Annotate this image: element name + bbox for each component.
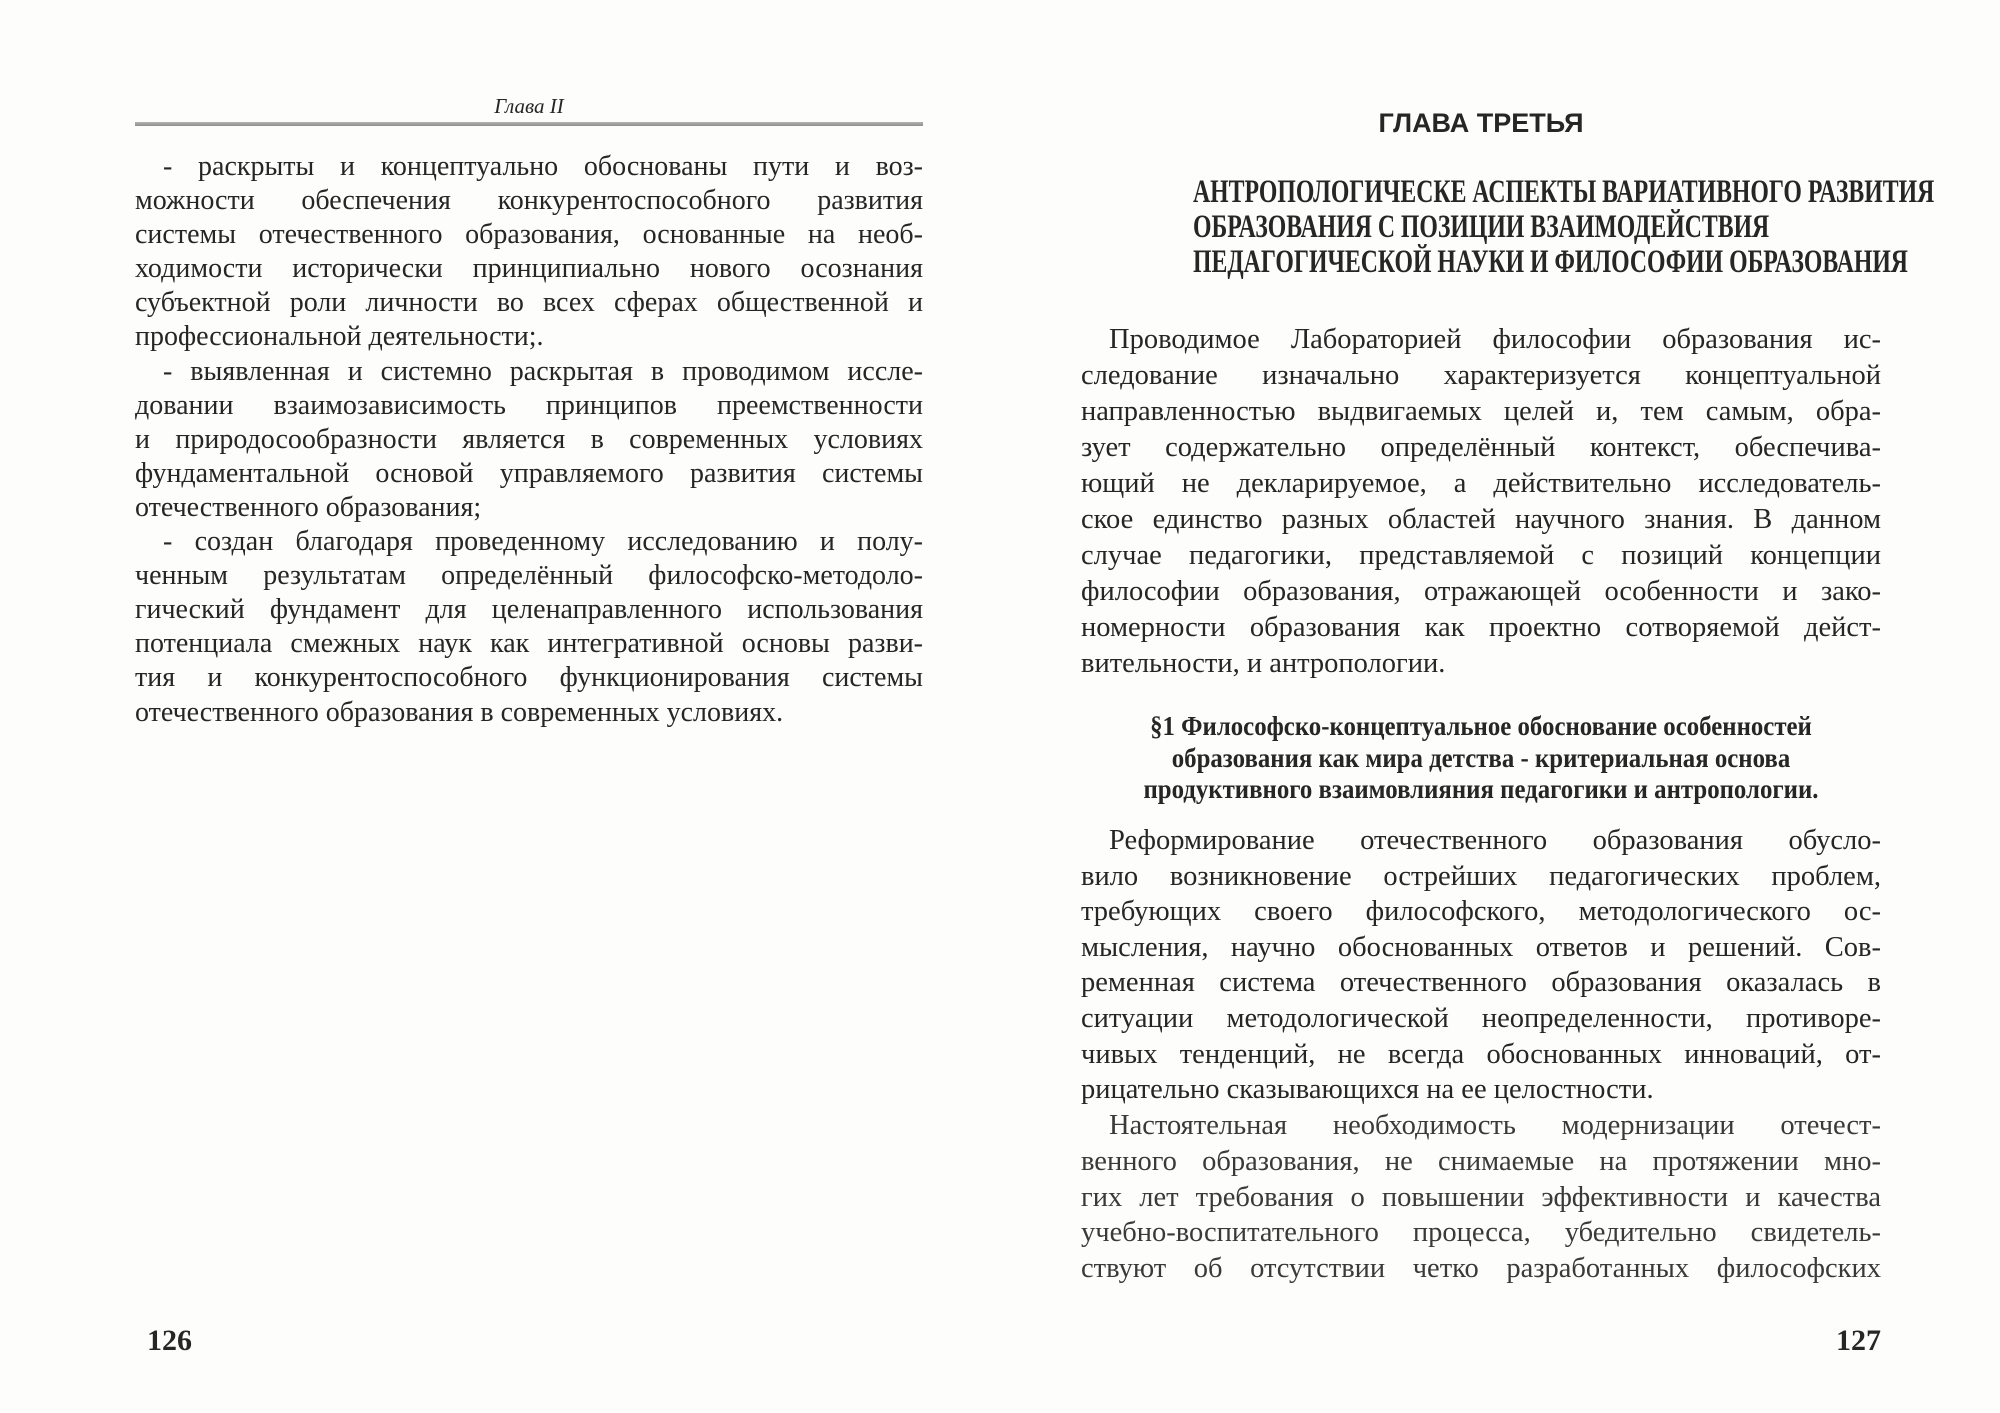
text-line: - выявленная и системно раскрытая в проводимом иссле- <box>163 355 923 387</box>
chapter-title-line: ПЕДАГОГИЧЕСКОЙ НАУКИ И ФИЛОСОФИИ ОБРАЗОВАНИЯ <box>1193 244 1908 280</box>
text-line: тия и конкурентоспособного функционирования системы <box>135 662 923 694</box>
section-heading-line: §1 Философско-концептуальное обоснование особенностей <box>1150 711 1812 741</box>
text-line: фундаментальной основой управляемого развития системы <box>135 457 923 489</box>
chapter-heading: ГЛАВА ТРЕТЬЯ <box>1378 108 1584 138</box>
section-heading <box>1081 711 1881 806</box>
text-line: Реформирование отечественного образования обусло- <box>1109 825 1881 856</box>
text-line: можности обеспечения конкурентоспособного развития <box>135 185 923 217</box>
text-line: ченным результатам определённый философско-методоло- <box>135 560 923 592</box>
text-line: ременная система отечественного образования оказалась в <box>1081 967 1881 999</box>
text-line: ходимости исторически принципиально нового осознания <box>135 253 923 285</box>
text-line: отечественного образования; <box>135 491 482 523</box>
header-rule <box>135 122 923 126</box>
text-line: системы отечественного образования, основанные на необ- <box>135 219 923 251</box>
text-line: учебно-воспитательного процесса, убедительно свидетель- <box>1081 1217 1881 1249</box>
chapter-title-line: ОБРАЗОВАНИЯ С ПОЗИЦИИ ВЗАИМОДЕЙСТВИЯ <box>1193 209 1770 245</box>
text-line: следование изначально характеризуется концептуальной <box>1081 360 1881 391</box>
text-line: субъектной роли личности во всех сферах общественной и <box>135 287 923 319</box>
running-head: Глава II <box>494 94 564 118</box>
text-line: случае педагогики, представляемой с позиций концепции <box>1081 540 1881 571</box>
text-line: довании взаимозависимость принципов преемственности <box>135 389 923 421</box>
page-number-right: 127 <box>1836 1324 1881 1357</box>
text-line: номерности образования как проектно сотворяемой дейст- <box>1081 612 1881 643</box>
intro-paragraph <box>1081 322 1881 682</box>
chapter-title-line: АНТРОПОЛОГИЧЕСКЕ АСПЕКТЫ ВАРИАТИВНОГО РАЗВИТИЯ <box>1193 174 1935 210</box>
text-line: Настоятельная необходимость модернизации отечест- <box>1109 1110 1881 1141</box>
text-line: профессиональной деятельности;. <box>135 321 544 353</box>
text-line: вительности, и антропологии. <box>1081 648 1446 679</box>
text-line: требующих своего философского, методологического ос- <box>1081 896 1881 928</box>
paragraph-modernization <box>1081 1108 1881 1287</box>
text-line: венного образования, не снимаемые на протяжении мно- <box>1081 1145 1881 1177</box>
chapter-title <box>1081 174 1935 280</box>
text-line: - раскрыты и концептуально обоснованы пути и воз- <box>163 151 923 182</box>
section-heading-line: образования как мира детства - критериальная основа <box>1171 742 1791 773</box>
text-line: ское единство разных областей научного знания. В данном <box>1081 504 1881 535</box>
text-line: ствуют об отсутствии четко разработанных философских <box>1081 1253 1881 1285</box>
text-line: гих лет требования о повышении эффективности и качества <box>1081 1181 1881 1213</box>
text-line: и природосообразности является в современных условиях <box>135 423 923 455</box>
text-line: ситуации методологической неопределенности, противоре- <box>1081 1002 1881 1034</box>
section-heading-line: продуктивного взаимовлияния педагогики и антропологии. <box>1143 774 1819 804</box>
text-line: Проводимое Лабораторией философии образования ис- <box>1109 324 1881 355</box>
text-line: направленностью выдвигаемых целей и, тем самым, обра- <box>1081 396 1881 427</box>
text-line: вило возникновение острейших педагогических проблем, <box>1081 860 1881 892</box>
text-line: отечественного образования в современных условиях. <box>135 696 784 728</box>
text-line: чивых тенденций, не всегда обоснованных инноваций, от- <box>1081 1038 1881 1070</box>
text-line: зует содержательно определённый контекст, обеспечива- <box>1081 432 1881 463</box>
page-number-left: 126 <box>147 1324 192 1357</box>
left-page-body <box>135 150 923 730</box>
text-line: гический фундамент для целенаправленного использования <box>135 594 923 626</box>
text-line: рицательно сказывающихся на ее целостности. <box>1081 1074 1654 1106</box>
text-line: потенциала смежных наук как интегративной основы разви- <box>135 628 923 660</box>
text-line: мысления, научно обоснованных ответов и решений. Сов- <box>1081 931 1881 963</box>
text-line: ющий не декларируемое, а действительно исследователь- <box>1081 468 1881 499</box>
paragraph-reform <box>1081 823 1881 1108</box>
text-line: философии образования, отражающей особенности и зако- <box>1081 576 1881 607</box>
text-line: - создан благодаря проведенному исследованию и полу- <box>163 526 923 558</box>
